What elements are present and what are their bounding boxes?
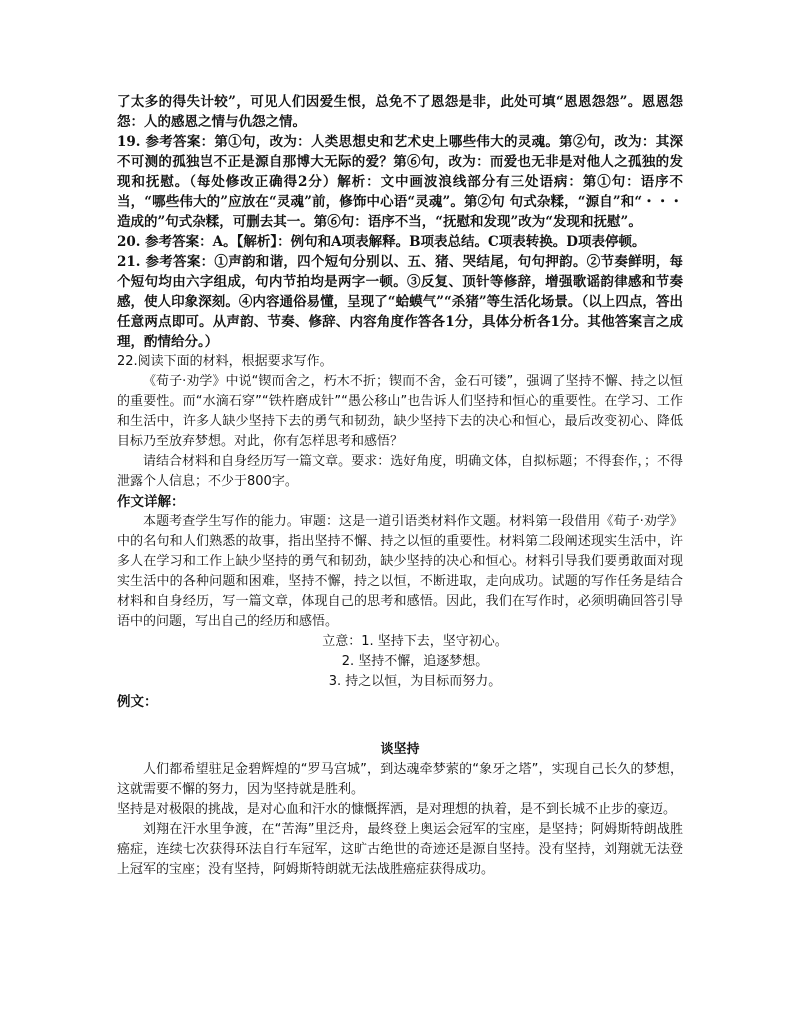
- question-22-material: 《荀子·劝学》中说“锲而舍之，朽木不折；锲而不舍，金石可镂”，强调了坚持不懈、持之以恒的重要性。而“水滴石穿”“铁杵磨成针”“愚公移山”也告诉人们坚持和恒心的重要性。在学习、工作和生活中，许多人缺少坚持下去的勇气和韧劲，缺少坚持下去的决心和恒心，最后改变初心、降低目标乃至放弃梦想。对此，你有怎样思考和感悟？: [117, 374, 683, 449]
- spacer: [117, 712, 683, 738]
- document-page: [117, 92, 683, 880]
- essay-paragraph-2: 坚持是对极限的挑战，是对心血和汗水的慷慨挥洒，是对理想的执着，是不到长城不止步的豪迈。: [117, 802, 677, 817]
- answer-20: 20. 参考答案：A。【解析】：例句和A项表解释。B项表总结。C项表转换。D项表停顿。: [117, 234, 646, 250]
- answer-21: 21. 参考答案：①声韵和谐，四个短句分别以、五、猪、哭结尾，句句押韵。②节奏鲜明，每个短句均由六字组成，句内节拍均是两字一顿。③反复、顶针等修辞，增强歌谣韵律感和节奏感，使人印象深刻。④内容通俗易懂，呈现了“蛤蟆气”“杀猪”等生活化场景。（以上四点，答出任意两点即可。从声韵、节奏、修辞、内容角度作答各1分，具体分析各1分。其他答案言之成理，酌情给分。）: [117, 254, 683, 350]
- essay-paragraph-3: 刘翔在汗水里争渡，在“苦海”里泛舟，最终登上奥运会冠军的宝座，是坚持；阿姆斯特朗战胜癌症，连续七次获得环法自行车冠军，这旷古绝世的奇迹还是源自坚持。没有坚持，刘翔就无法登上冠军的宝座；没有坚持，阿姆斯特朗就无法战胜癌症获得成功。: [117, 822, 683, 877]
- analysis-heading: 作文详解：: [117, 494, 185, 510]
- answer-19: 19. 参考答案：第①句，改为：人类思想史和艺术史上哪些伟大的灵魂。第②句，改为：其深不可测的孤独岂不正是源自那博大无际的爱？第⑥句，改为：而爱也无非是对他人之孤独的发现和抚慰。（每处修改正确得2分）解析：文中画波浪线部分有三处语病：第①句：语序不当，“哪些伟大的”应放在“灵魂”前，修饰中心语“灵魂”。第②句 句式杂糅，“源自”和“・・・造成的”句式杂糅，可删去其一。第⑥句：语序不当，“抚慰和发现”改为“发现和抚慰”。: [117, 134, 683, 230]
- idea-3: 3. 持之以恒，为目标而努力。: [328, 674, 502, 689]
- analysis-body: 本题考查学生写作的能力。审题：这是一道引语类材料作文题。材料第一段借用《荀子·劝学》中的名句和人们熟悉的故事，指出坚持不懈、持之以恒的重要性。材料第二段阐述现实生活中，许多人在学习和工作上缺少坚持的勇气和韧劲，缺少坚持的决心和恒心。材料引导我们要勇敢面对现实生活中的各种问题和困难，坚持不懈，持之以恒，不断进取，走向成功。试题的写作任务是结合材料和自身经历，写一篇文章，体现自己的思考和感悟。因此，我们在写作时，必须明确回答引导语中的问题，写出自己的经历和感悟。: [117, 514, 683, 629]
- answer-continuation: 了太多的得失计较”，可见人们因爱生恨，总免不了恩怨是非，此处可填“恩恩怨怨”。恩恩怨怨：人的感恩之情与仇怨之情。: [117, 94, 683, 130]
- question-22-heading: 22.阅读下面的材料，根据要求写作。: [117, 354, 333, 369]
- essay-title: 谈坚持: [380, 742, 420, 757]
- essay-paragraph-1: 人们都希望驻足金碧辉煌的“罗马宫城”，到达魂牵梦萦的“象牙之塔”，实现自己长久的梦想，这就需要不懈的努力，因为坚持就是胜利。: [117, 762, 683, 797]
- question-22-requirement: 请结合材料和自身经历写一篇文章。要求：选好角度，明确文体，自拟标题；不得套作，；不得泄露个人信息；不少于800字。: [117, 454, 683, 489]
- idea-1: 立意：1. 坚持下去，坚守初心。: [322, 634, 508, 649]
- idea-2: 2. 坚持不懈，追逐梦想。: [341, 654, 489, 669]
- essay-label: 例文：: [117, 694, 158, 710]
